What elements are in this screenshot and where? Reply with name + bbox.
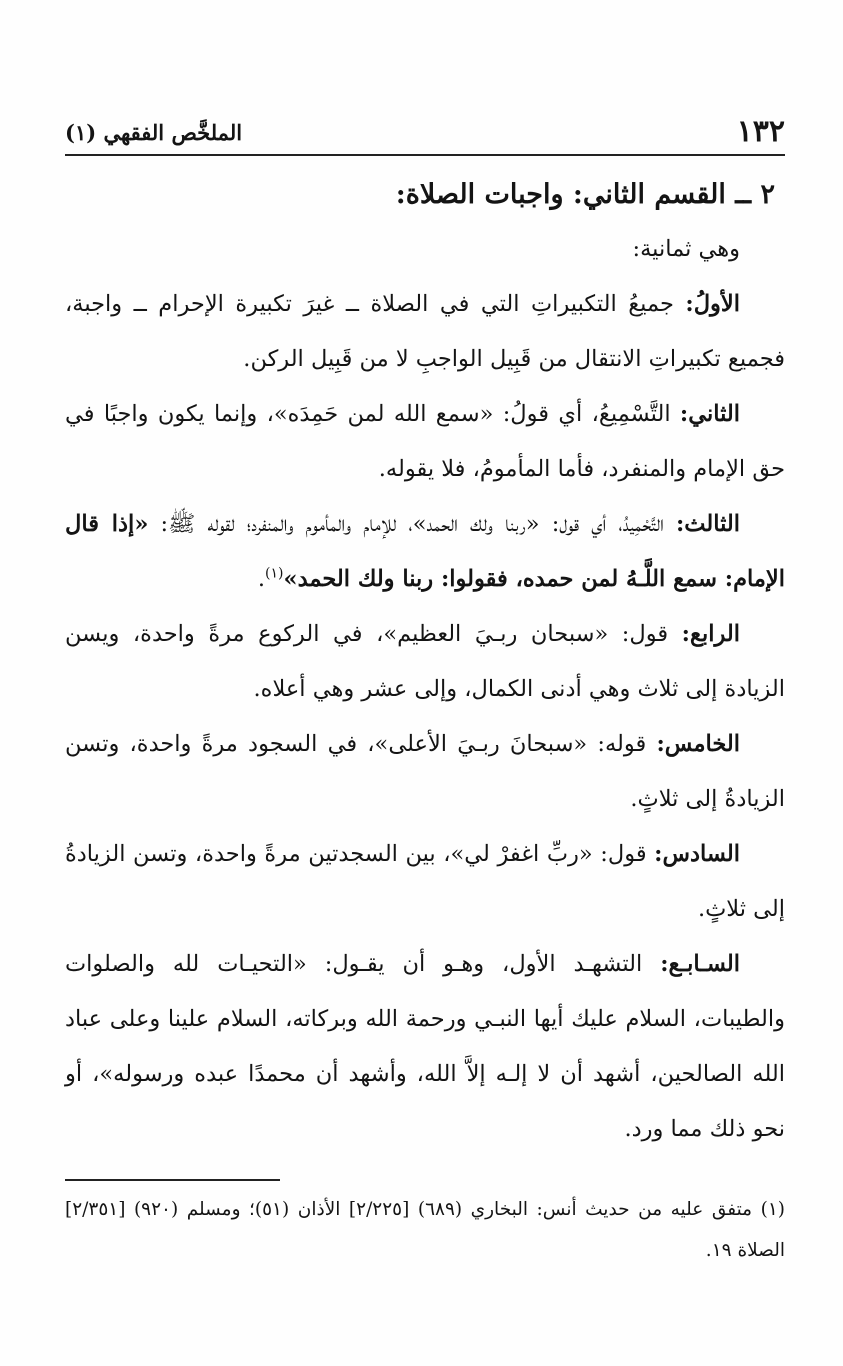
item-lead: السادس: <box>654 841 740 867</box>
item-lead: الرابع: <box>681 621 740 647</box>
footnote-divider <box>65 1179 280 1181</box>
item-text: التَّسْمِيعُ، أي قولُ: «سمع الله لمن حَمِدَه»، وإنما يكون واجبًا في حق الإمام والمنفرد، فأما المأمومُ، فلا يقوله. <box>65 401 785 482</box>
book-title: الملخَّص الفقهي (١) <box>65 120 243 145</box>
item-text-end: . <box>257 566 266 592</box>
item-lead: السـابـع: <box>660 951 740 977</box>
duty-item-3 <box>65 497 785 607</box>
duty-item-1 <box>65 277 785 387</box>
section-heading: ٢ ــ القسم الثاني: واجبات الصلاة: <box>395 179 775 210</box>
footnote-reference[interactable]: (١) <box>265 565 284 582</box>
item-text: جميعُ التكبيراتِ التي في الصلاة ــ غيرَ تكبيرة الإحرام ــ واجبة، فجميع تكبيراتِ الانتقال من قَبِيل الواجبِ لا من قَبِيل الركن. <box>65 291 785 372</box>
item-text: قوله: «سبحانَ ربـيَ الأعلى»، في السجود مرةً واحدة، وتسن الزيادةُ إلى ثلاثٍ. <box>65 731 785 812</box>
item-text: قول: «ربِّ اغفرْ لي»، بين السجدتين مرةً واحدة، وتسن الزيادةُ إلى ثلاثٍ. <box>65 841 785 922</box>
item-text: التشهـد الأول، وهـو أن يقـول: «التحيـات لله والصلوات والطيبات، السلام عليك أيها النبـي ورحمة الله وبركاته، السلام علينا وعلى عباد الله الصالحين، أشهد أن لا إلـه إلاَّ الله، وأشهد أن محمدًا عبده ورسوله»، أو نحو ذلك مما ورد. <box>65 951 785 1142</box>
book-page <box>65 110 785 1271</box>
duty-item-5 <box>65 717 785 827</box>
item-lead: الثالث: <box>675 511 740 537</box>
main-text <box>65 168 785 1157</box>
duty-item-6 <box>65 827 785 937</box>
page-number: ١٣٢ <box>736 114 785 149</box>
item-text: قول: «سبحان ربـيَ العظيم»، في الركوع مرةً واحدة، ويسن الزيادة إلى ثلاث وهي أدنى الكمال، وإلى عشر وهي أعلاه. <box>65 621 785 702</box>
duty-item-4 <box>65 607 785 717</box>
item-lead: الأولُ: <box>685 291 740 317</box>
footnote: (١) متفق عليه من حديث أنس: البخاري (٦٨٩) [٢/٢٢٥] الأذان (٥١)؛ ومسلم (٩٢٠) [٢/٣٥١] الصلاة ١٩. <box>65 1199 785 1261</box>
duty-item-7 <box>65 937 785 1157</box>
hadith-quote: «إذا قال الإمام: سمع اللَّـهُ لمن حمده، فقولوا: ربنا ولك الحمد» <box>65 511 785 592</box>
running-header <box>65 110 785 156</box>
item-lead: الثاني: <box>679 401 740 427</box>
item-lead: الخامس: <box>656 731 740 757</box>
duty-item-2 <box>65 387 785 497</box>
section-intro: وهي ثمانية: <box>632 236 740 262</box>
item-text: التَّحْمِيدُ، أي قول: «ربنا ولك الحمد»، للإمام والمأموم والمنفرد؛ لقوله ﷺ: <box>148 511 676 537</box>
